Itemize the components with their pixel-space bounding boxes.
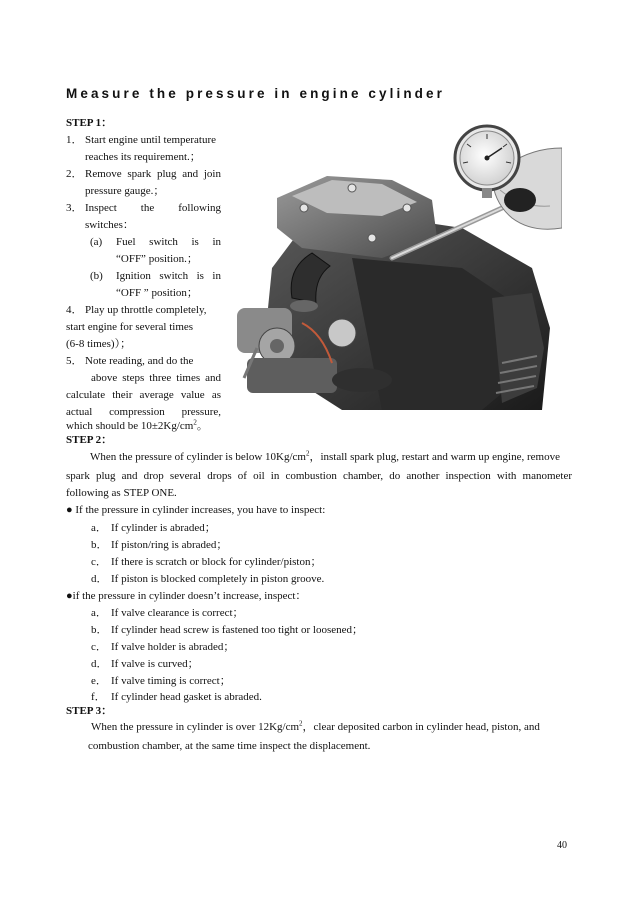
list-item: If valve timing is correct；: [111, 675, 231, 687]
step1-item4-line2: start engine for several times: [66, 321, 194, 333]
step1-sub-a-line2: “OFF” position.；: [116, 253, 198, 265]
list-item: If valve is curved；: [111, 658, 199, 670]
step1-item3-num: 3．: [66, 202, 83, 214]
list-item: If there is scratch or block for cylinder/piston；: [111, 556, 322, 568]
step3-para-line1: When the pressure in cylinder is over $12Kg/cm^2$，clear deposited carbon in cylinder head, piston, and: [91, 719, 540, 733]
step1-item4-line1: Play up throttle completely,: [85, 304, 207, 316]
list-item-marker: a．: [91, 607, 107, 619]
step1-item5-num: 5．: [66, 355, 83, 367]
list-item-marker: d．: [91, 573, 108, 585]
step2-bullet-increase: ● If the pressure in cylinder increases, you have to inspect:: [66, 504, 326, 516]
step1-item2-line2: pressure gauge.；: [85, 185, 165, 197]
step1-item5-line2: above steps three times and: [91, 372, 221, 384]
step3-heading: STEP 3：: [66, 705, 113, 717]
step3-para-line2: combustion chamber, at the same time inspect the displacement.: [88, 740, 371, 752]
step1-item5-line1: Note reading, and do the: [85, 355, 194, 367]
step1-sub-b-line2: “OFF ” position；: [116, 287, 198, 299]
list-item: If cylinder head screw is fastened too tight or loosened；: [111, 624, 364, 636]
page-number: 40: [557, 840, 567, 851]
step1-item5-line5: which should be $10\pm 2Kg/cm^2$。: [66, 418, 208, 432]
list-item-marker: c．: [91, 641, 107, 653]
step1-sub-b-line1: Ignition switch is in: [116, 270, 221, 282]
step1-item1-line1: Start engine until temperature: [85, 134, 217, 146]
list-item: If piston is blocked completely in piston groove.: [111, 573, 325, 585]
list-item-marker: c．: [91, 556, 107, 568]
step1-item3-line2: switches：: [85, 219, 134, 231]
step1-item5-line3: calculate their average value as: [66, 389, 221, 401]
list-item-marker: a．: [91, 522, 107, 534]
step1-item2-line1: Remove spark plug and join: [85, 168, 221, 180]
page-title: Measure the pressure in engine cylinder: [66, 86, 445, 101]
list-item: If cylinder is abraded；: [111, 522, 216, 534]
list-item-marker: d．: [91, 658, 108, 670]
step1-sub-a-line1: Fuel switch is in: [116, 236, 221, 248]
step2-para-line2: spark plug and drop several drops of oil in combustion chamber, do another inspection with manometer: [66, 470, 572, 482]
step1-item3-line1: Inspect the following: [85, 202, 221, 214]
step1-item4-line3: (6-8 times)）；: [66, 338, 132, 350]
step2-para-line3: following as STEP ONE.: [66, 487, 177, 499]
step1-item1-line2: reaches its requirement.；: [85, 151, 201, 163]
step1-sub-a-label: (a): [90, 236, 103, 248]
step2-bullet-no-increase: ●if the pressure in cylinder doesn’t increase, inspect：: [66, 590, 307, 602]
step1-item1-num: 1．: [66, 134, 83, 146]
step2-para-line1: When the pressure of cylinder is below $10Kg/cm^2$，install spark plug, restart and warm up engine, remove: [90, 449, 560, 463]
list-item-marker: b．: [91, 539, 108, 551]
list-item-marker: e．: [91, 675, 107, 687]
list-item: If valve holder is abraded；: [111, 641, 235, 653]
step1-item4-num: 4．: [66, 304, 83, 316]
step1-item5-line4: actual compression pressure,: [66, 406, 221, 418]
step1-item2-num: 2．: [66, 168, 83, 180]
list-item-marker: b．: [91, 624, 108, 636]
list-item: If piston/ring is abraded；: [111, 539, 228, 551]
step1-heading: STEP 1：: [66, 117, 113, 129]
step1-sub-b-label: (b): [90, 270, 103, 282]
engine-pressure-gauge-photo: [232, 118, 562, 410]
list-item-marker: f．: [91, 691, 106, 703]
list-item: If cylinder head gasket is abraded.: [111, 691, 262, 703]
step2-heading: STEP 2：: [66, 434, 113, 446]
list-item: If valve clearance is correct；: [111, 607, 244, 619]
